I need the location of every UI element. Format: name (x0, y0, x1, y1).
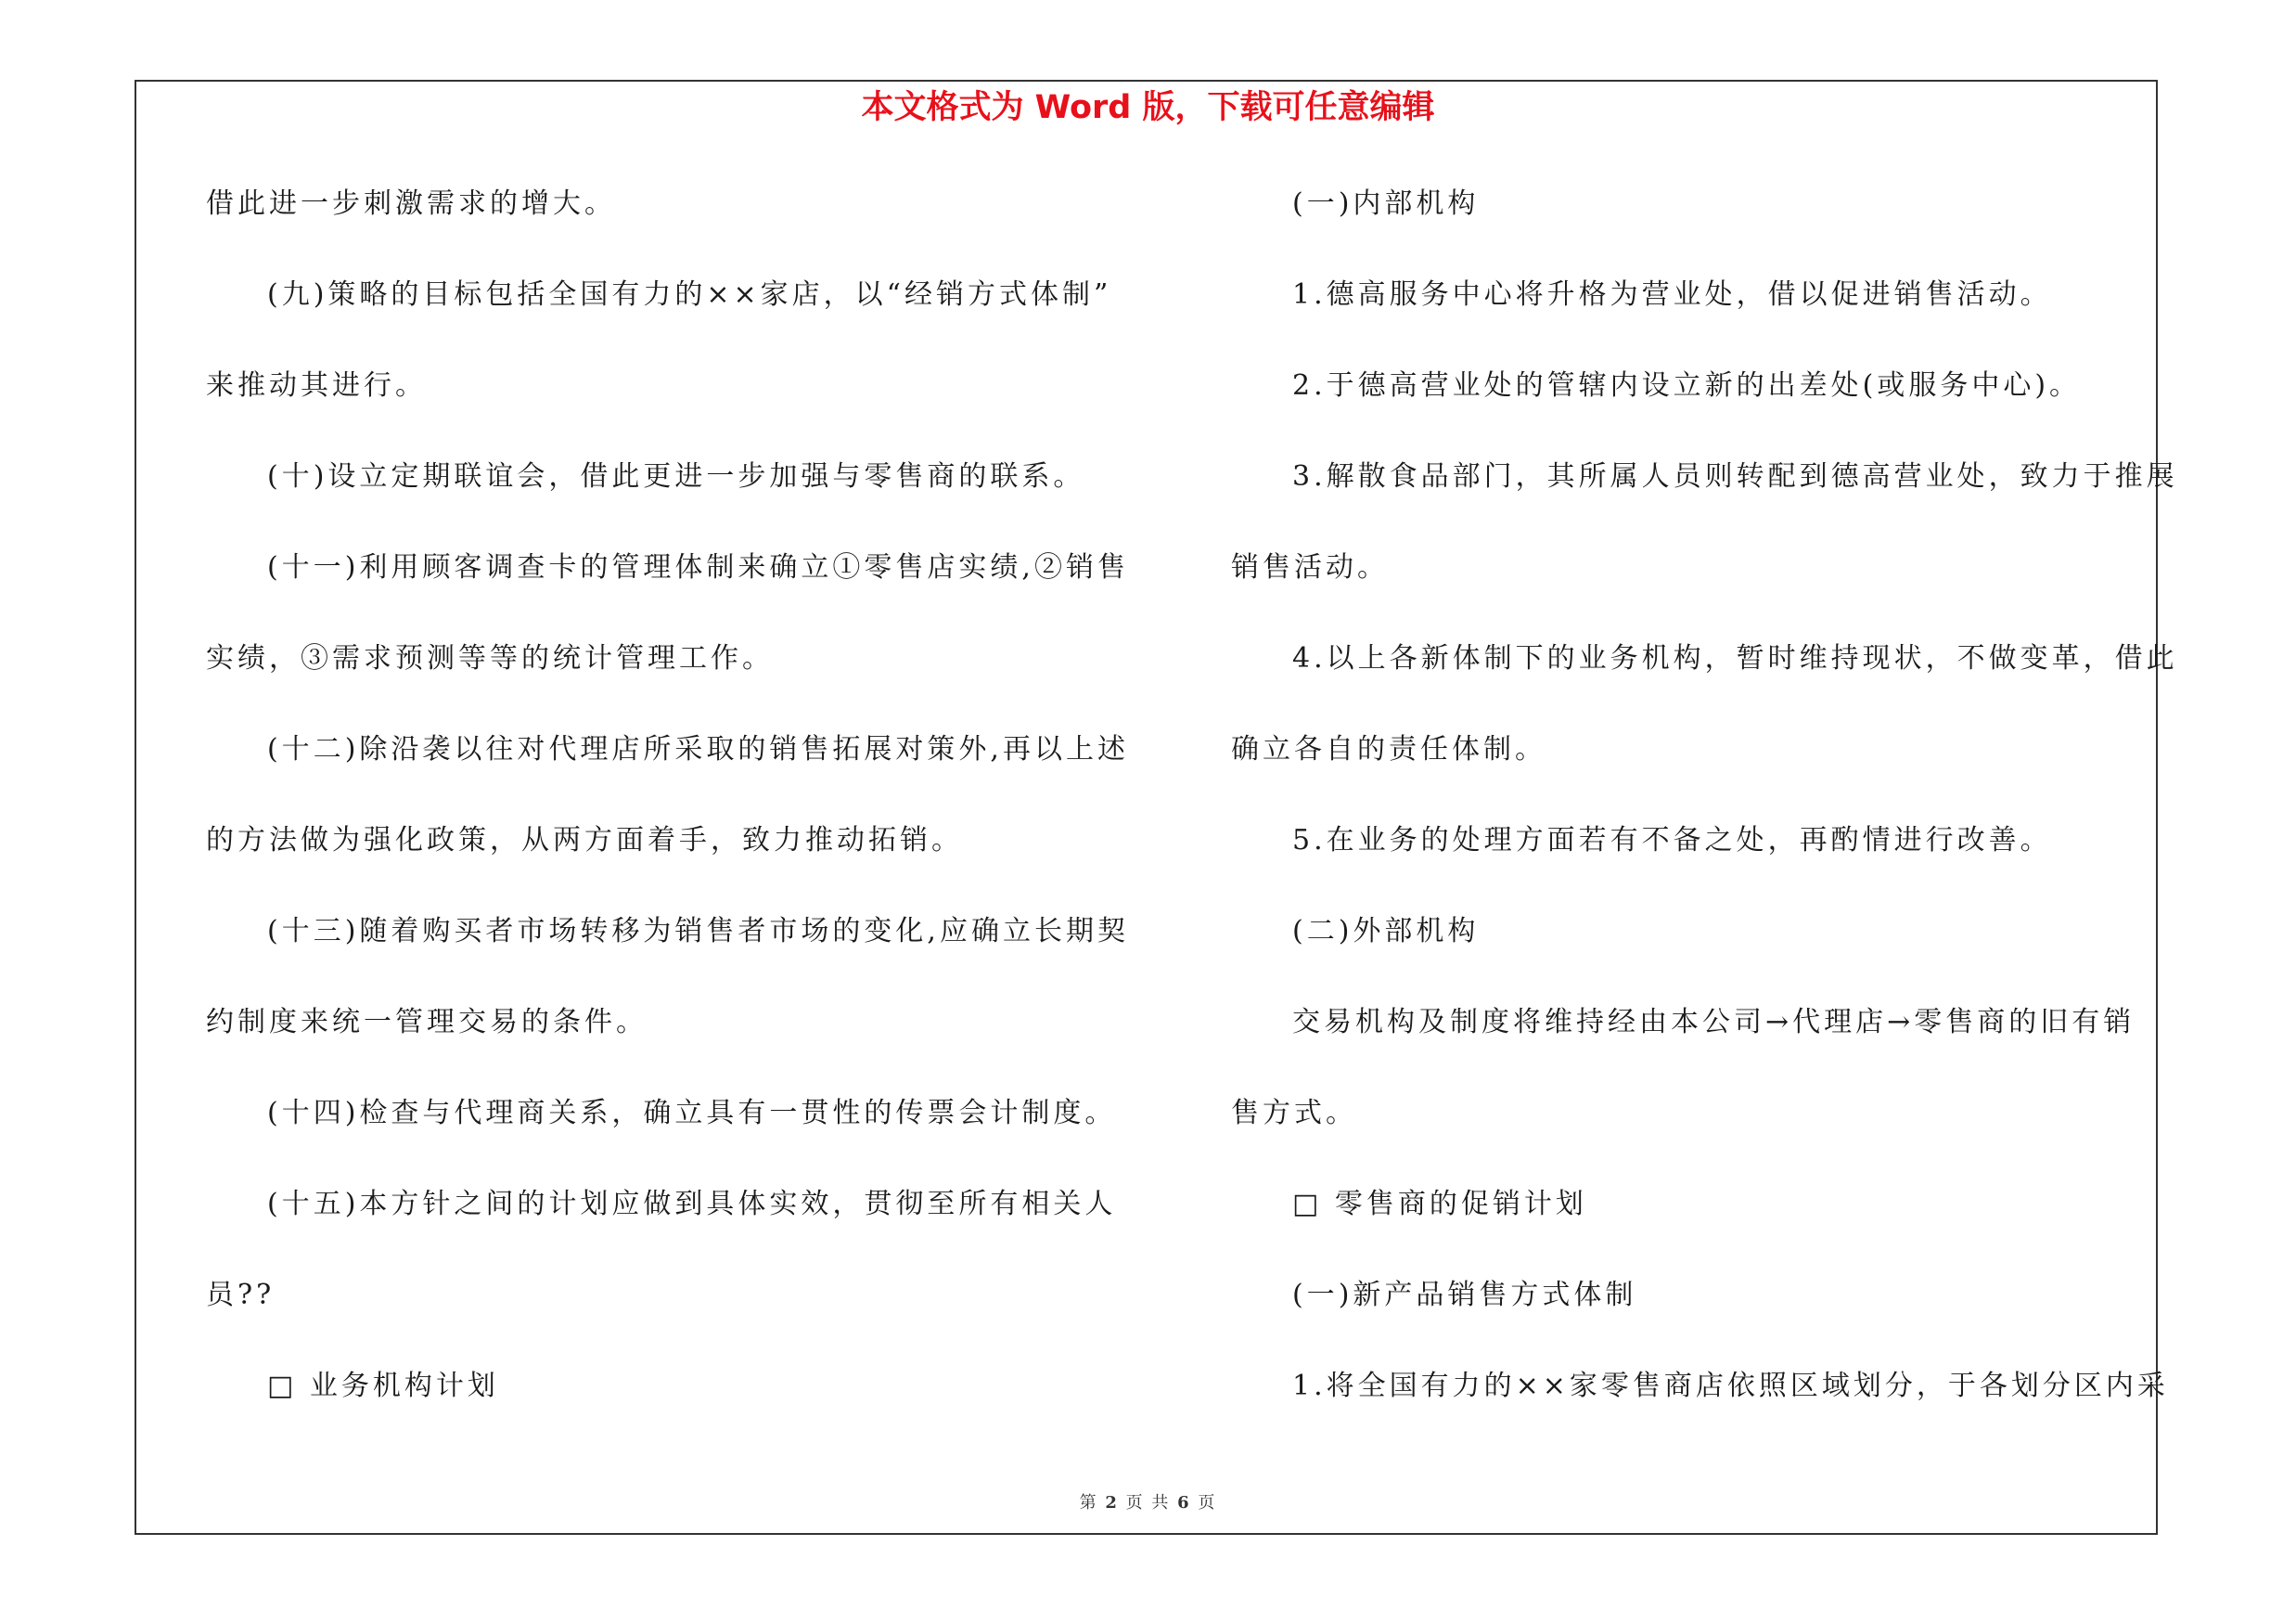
section-heading: (一)新产品销售方式体制 (1292, 1279, 1637, 1311)
text-line: 4.以上各新体制下的业务机构，暂时维持现状，不做变革，借此 (1292, 642, 2178, 675)
section-heading: (二)外部机构 (1292, 915, 1480, 947)
section-heading: (一)内部机构 (1292, 187, 1480, 220)
total-page-count: 6 (1177, 1493, 1191, 1513)
text-line: (十三)随着购买者市场转移为销售者市场的变化,应确立长期契 (267, 915, 1129, 947)
text-line: 售方式。 (1231, 1097, 1357, 1129)
footer-suffix: 页 (1198, 1493, 1217, 1513)
page-number-footer (0, 1492, 2296, 1514)
text-line: 借此进一步刺激需求的增大。 (206, 187, 616, 220)
footer-middle: 页 共 (1125, 1493, 1171, 1513)
text-line: (十一)利用顾客调查卡的管理体制来确立①零售店实绩,②销售 (267, 551, 1129, 584)
section-heading: □ 业务机构计划 (267, 1370, 499, 1402)
text-line: 1.将全国有力的××家零售商店依照区域划分，于各划分区内采 (1292, 1370, 2169, 1402)
text-line: 交易机构及制度将维持经由本公司→代理店→零售商的旧有销 (1292, 1006, 2136, 1038)
text-line: 2.于德高营业处的管辖内设立新的出差处(或服务中心)。 (1292, 369, 2082, 402)
text-line: (十四)检查与代理商关系，确立具有一贯性的传票会计制度。 (267, 1097, 1117, 1129)
text-line: 的方法做为强化政策，从两方面着手，致力推动拓销。 (206, 824, 963, 857)
text-line: 实绩，③需求预测等等的统计管理工作。 (206, 642, 774, 675)
text-line: 5.在业务的处理方面若有不备之处，再酌情进行改善。 (1292, 824, 2052, 857)
text-line: (十)设立定期联谊会，借此更进一步加强与零售商的联系。 (267, 460, 1085, 493)
text-line: 来推动其进行。 (206, 369, 427, 402)
text-line: (十五)本方针之间的计划应做到具体实效，贯彻至所有相关人 (267, 1188, 1117, 1220)
text-line: (九)策略的目标包括全国有力的××家店，以“经销方式体制” (267, 278, 1112, 311)
text-line: 员?? (206, 1279, 276, 1311)
word-format-banner: 本文格式为 Word 版，下载可任意编辑 (861, 89, 1435, 126)
text-line: 销售活动。 (1231, 551, 1389, 584)
text-line: 1.德高服务中心将升格为营业处，借以促进销售活动。 (1292, 278, 2052, 311)
text-line: (十二)除沿袭以往对代理店所采取的销售拓展对策外,再以上述 (267, 733, 1129, 766)
text-line: 3.解散食品部门，其所属人员则转配到德高营业处，致力于推展 (1292, 460, 2178, 493)
section-heading: □ 零售商的促销计划 (1292, 1188, 1587, 1220)
text-line: 确立各自的责任体制。 (1231, 733, 1546, 766)
footer-prefix: 第 (1079, 1493, 1098, 1513)
text-line: 约制度来统一管理交易的条件。 (206, 1006, 648, 1038)
current-page-number: 2 (1105, 1493, 1119, 1513)
